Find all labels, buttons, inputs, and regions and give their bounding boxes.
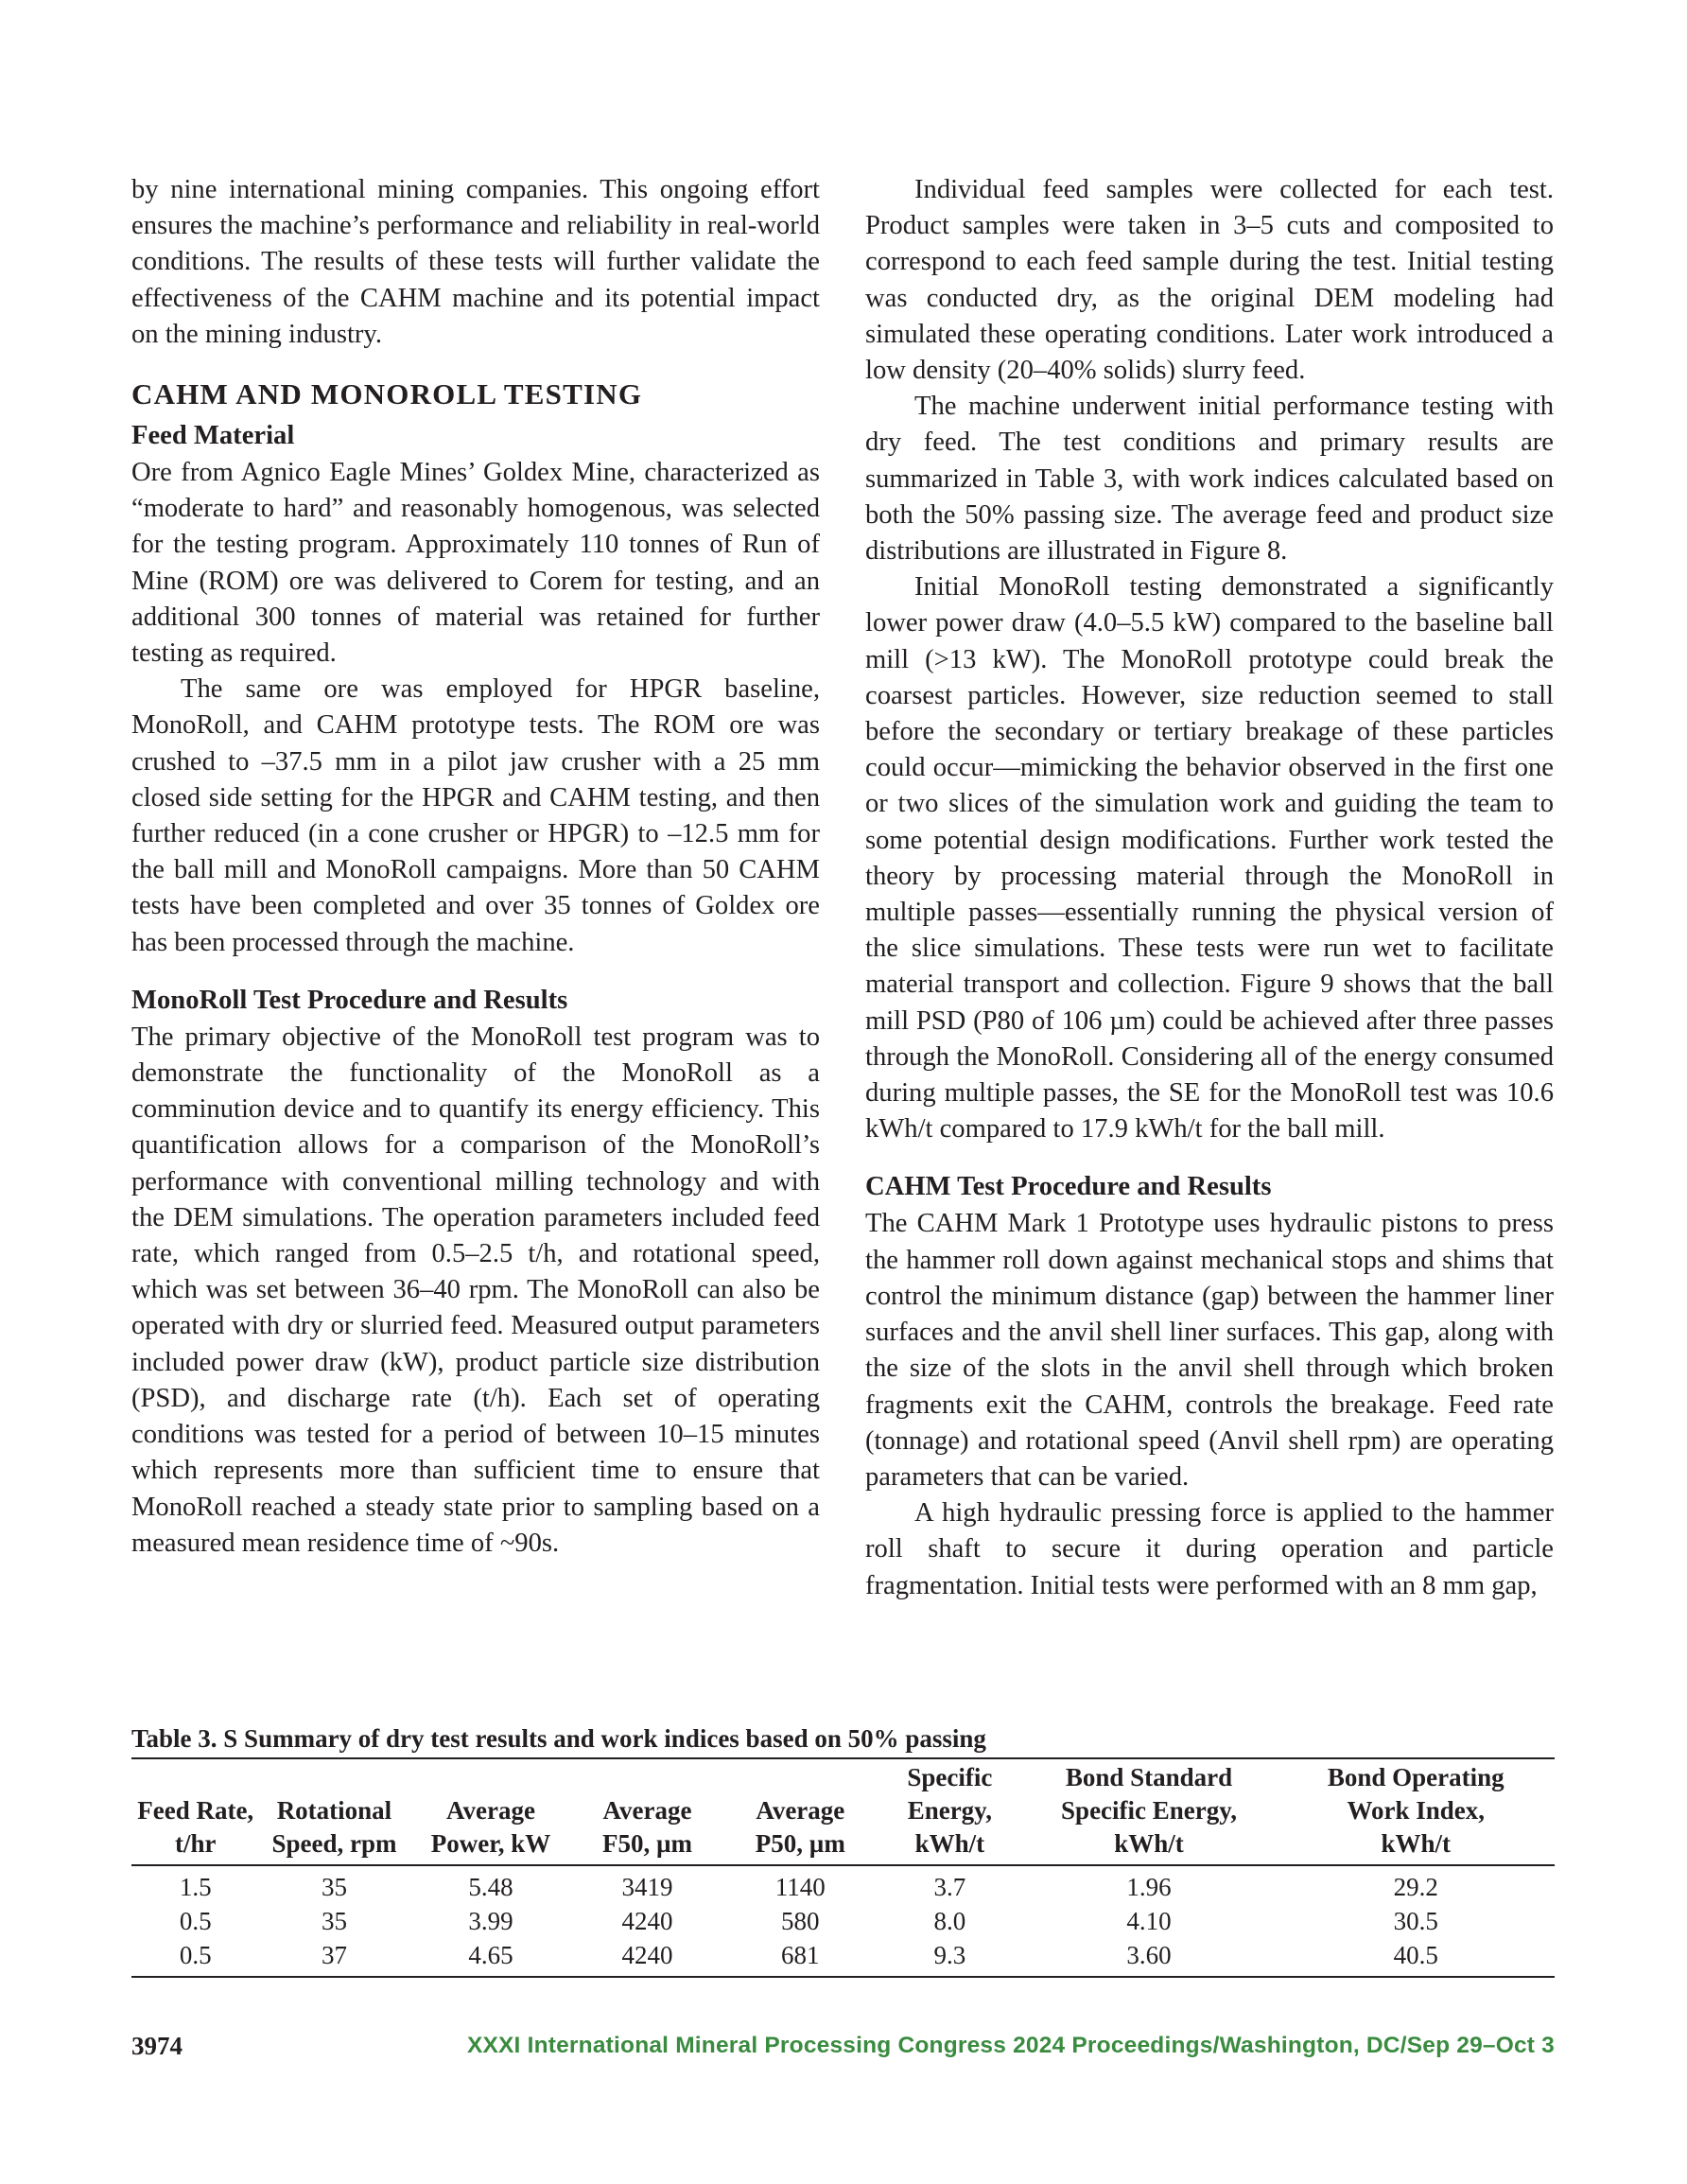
results-table-block [131, 1721, 1555, 1978]
subsection-heading: Feed Material [131, 421, 295, 451]
table-cell: 5.48 [468, 1873, 513, 1901]
header-line: Specific Energy, [1061, 1796, 1238, 1825]
header-line: P50, µm [755, 1829, 845, 1858]
subsection-heading: CAHM Test Procedure and Results [865, 1172, 1272, 1202]
table-header-cell [722, 1758, 879, 1865]
table-cell: 4240 [621, 1907, 673, 1935]
table-header-cell [1021, 1758, 1278, 1865]
header-line: kWh/t [1114, 1829, 1184, 1858]
table-cell: 40.5 [1393, 1941, 1438, 1969]
table-row [131, 1865, 1555, 1904]
table-cell: 3.60 [1126, 1941, 1172, 1969]
table-cell: 37 [321, 1941, 347, 1969]
table-cell: 4.10 [1126, 1907, 1172, 1935]
table-cell: 580 [781, 1907, 820, 1935]
running-footer: XXXI International Mineral Processing Congress 2024 Proceedings/Washington, DC/Sep 29–Oct 3 [466, 2033, 1555, 2058]
left-column [131, 172, 820, 1562]
table-cell: 1140 [774, 1873, 826, 1901]
table-header-cell [259, 1758, 409, 1865]
table-cell: 4.65 [468, 1941, 513, 1969]
header-line: Power, kW [430, 1829, 551, 1858]
table-caption: Table 3. S Summary of dry test results and work indices based on 50% passing [131, 1724, 986, 1753]
header-line: Energy, [907, 1796, 992, 1825]
table-header-cell [1277, 1758, 1555, 1865]
header-line: kWh/t [914, 1829, 985, 1858]
table-cell: 35 [321, 1873, 347, 1901]
results-table [131, 1757, 1555, 1978]
header-line: Bond Standard [1065, 1763, 1233, 1791]
paragraph: The CAHM Mark 1 Prototype uses hydraulic pistons to press the hammer roll down against mechanical stops and shims that control the minimum distance (gap) between the hammer liner surfaces and the anvil shell liner surfaces. This gap, along with the size of the slots in the anvil shell through which broken fragments exit the CAHM, controls the breakage. Feed rate (tonnage) and rotational speed (Anvil shell rpm) are operating parameters that can be varied. [865, 1209, 1554, 1492]
header-line: F50, µm [602, 1829, 693, 1858]
subsection-heading: MonoRoll Test Procedure and Results [131, 985, 568, 1015]
table-header-cell [878, 1758, 1021, 1865]
table-cell: 1.96 [1126, 1873, 1172, 1901]
table-row [131, 1938, 1555, 1977]
paragraph: Ore from Agnico Eagle Mines’ Goldex Mine, characterized as “moderate to hard” and reasonably homogenous, was selected for the testing program. Approximately 110 tonnes of Run of Mine (ROM) ore was delivered to Corem for testing, and an additional 300 tonnes of material was retained for further testing as required. [131, 458, 820, 669]
table-cell: 1.5 [179, 1873, 212, 1901]
paragraph: The machine underwent initial performance testing with dry feed. The test conditions and primary results are summarized in Table 3, with work indices calculated based on both the 50% passing size. The average feed and product size distributions are illustrated in Figure 8. [865, 392, 1554, 567]
header-line: Specific [907, 1763, 993, 1791]
table-cell: 3419 [621, 1873, 673, 1901]
table-cell: 35 [321, 1907, 347, 1935]
header-line: Average [602, 1796, 692, 1825]
paragraph: The primary objective of the MonoRoll test program was to demonstrate the functionality of the MonoRoll as a comminution device and to quantify its energy efficiency. This quantification allows for a comparison of the MonoRoll’s performance with conventional milling technology and with the DEM simulations. The operation parameters included feed rate, which ranged from 0.5–2.5 t/h, and rotational speed, which was set between 36–40 rpm. The MonoRoll can also be operated with dry or slurried feed. Measured output parameters included power draw (kW), product particle size distribution (PSD), and discharge rate (t/h). Each set of operating conditions was tested for a period of between 10–15 minutes which represents more than sufficient time to ensure that MonoRoll reached a steady state prior to sampling based on a measured mean residence time of ~90s. [131, 1022, 820, 1558]
paragraph: The same ore was employed for HPGR baseline, MonoRoll, and CAHM prototype tests. The ROM ore was crushed to –37.5 mm in a pilot jaw crusher with a 25 mm closed side setting for the HPGR and CAHM testing, and then further reduced (in a cone crusher or HPGR) to –12.5 mm for the ball mill and MonoRoll campaigns. More than 50 CAHM tests have been completed and over 35 tonnes of Goldex ore has been processed through the machine. [131, 674, 820, 957]
paragraph: Individual feed samples were collected for each test. Product samples were taken in 3–5 cuts and composited to correspond to each feed sample during the test. Initial testing was conducted dry, as the original DEM modeling had simulated these operating conditions. Later work introduced a low density (20–40% solids) slurry feed. [865, 175, 1554, 386]
table-cell: 30.5 [1393, 1907, 1438, 1935]
paragraph: by nine international mining companies. This ongoing effort ensures the machine’s performance and reliability in real-world conditions. The results of these tests will further validate the effectiveness of the CAHM machine and its potential impact on the mining industry. [131, 175, 820, 349]
header-line: t/hr [174, 1829, 217, 1858]
table-cell: 3.99 [468, 1907, 513, 1935]
header-line: Bond Operating [1327, 1763, 1504, 1791]
table-cell: 3.7 [933, 1873, 966, 1901]
table-cell: 4240 [621, 1941, 673, 1969]
table-cell: 0.5 [179, 1907, 212, 1935]
header-line: Feed Rate, [137, 1796, 254, 1825]
header-line: Rotational [276, 1796, 392, 1825]
paragraph: A high hydraulic pressing force is applied to the hammer roll shaft to secure it during operation and particle fragmentation. Initial tests were performed with an 8 mm gap, [865, 1498, 1554, 1600]
header-line: Speed, rpm [271, 1829, 397, 1858]
table-cell: 29.2 [1393, 1873, 1438, 1901]
table-header-cell [409, 1758, 572, 1865]
header-line: Average [756, 1796, 845, 1825]
table-header-cell [573, 1758, 722, 1865]
table-header-cell [131, 1758, 259, 1865]
section-heading: CAHM AND MONOROLL TESTING [131, 377, 643, 411]
page-number: 3974 [131, 2032, 183, 2060]
table-body [131, 1865, 1555, 1977]
table-cell: 0.5 [179, 1941, 212, 1969]
table-cell: 681 [781, 1941, 820, 1969]
right-column [865, 172, 1554, 1604]
header-line: Work Index, [1347, 1796, 1485, 1825]
header-line: kWh/t [1381, 1829, 1451, 1858]
table-cell: 9.3 [933, 1941, 966, 1969]
table-cell: 8.0 [933, 1907, 966, 1935]
header-line: Average [446, 1796, 535, 1825]
paragraph: Initial MonoRoll testing demonstrated a significantly lower power draw (4.0–5.5 kW) compared to the baseline ball mill (>13 kW). The MonoRoll prototype could break the coarsest particles. However, size reduction seemed to stall before the secondary or tertiary breakage of these particles could occur—mimicking the behavior observed in the first one or two slices of the simulation work and guiding the team to some potential design modifications. Further work tested the theory by processing material through the MonoRoll in multiple passes—essentially running the physical version of the slice simulations. These tests were run wet to facilitate material transport and collection. Figure 9 shows that the ball mill PSD (P80 of 106 µm) could be achieved after three passes through the MonoRoll. Considering all of the energy consumed during multiple passes, the SE for the MonoRoll test was 10.6 kWh/t compared to 17.9 kWh/t for the ball mill. [865, 572, 1554, 1144]
table-row [131, 1904, 1555, 1938]
table-header-row [131, 1758, 1555, 1865]
